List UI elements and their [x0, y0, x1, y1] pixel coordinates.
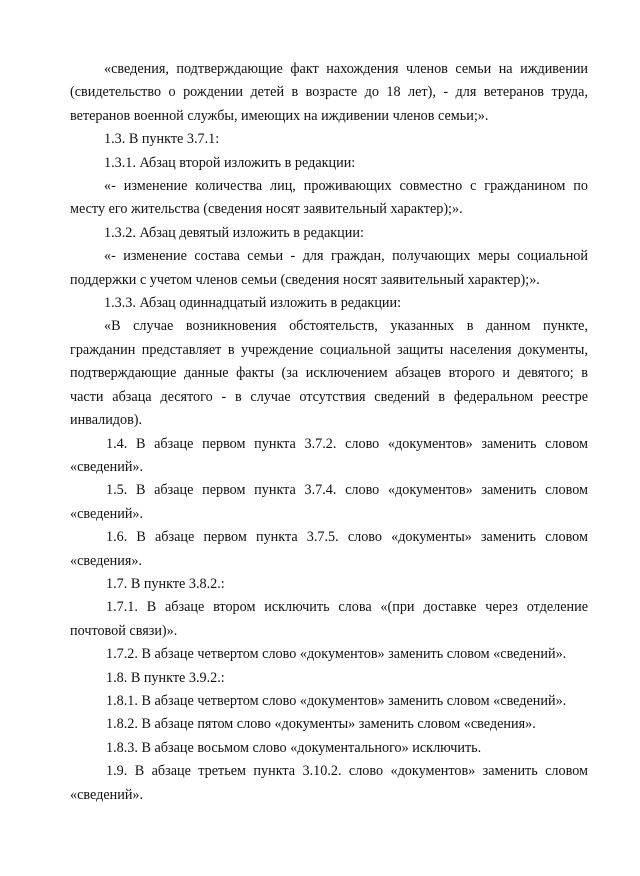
paragraph-1-6: 1.6. В абзаце первом пункта 3.7.5. слово «документы» заменить словом «сведения». [70, 529, 588, 569]
paragraph-1-4: 1.4. В абзаце первом пункта 3.7.2. слово «документов» заменить словом «сведений». [70, 435, 588, 475]
paragraph-1-8: 1.8. В пункте 3.9.2.: [106, 669, 225, 686]
paragraph-quote-household: «- изменение количества лиц, проживающих совместно с гражданином по месту его жительства (сведения носят заявительный характер);». [70, 178, 588, 218]
paragraph-1-7-2: 1.7.2. В абзаце четвертом слово «документов» заменить словом «сведений». [106, 646, 567, 663]
paragraph-1-9: 1.9. В абзаце третьем пункта 3.10.2. слово «документов» заменить словом «сведений». [70, 763, 588, 803]
paragraph-1-7-1: 1.7.1. В абзаце втором исключить слова «(при доставке через отделение почтовой связи)». [70, 599, 588, 639]
paragraph-quote-family: «- изменение состава семьи - для граждан, получающих меры социальной поддержки с учетом членов семьи (сведения носят заявительный характер);». [70, 248, 588, 288]
paragraph-1-3-2: 1.3.2. Абзац девятый изложить в редакции: [104, 224, 364, 241]
paragraph-1-8-2: 1.8.2. В абзаце пятом слово «документы» заменить словом «сведения». [106, 716, 536, 733]
paragraph-quote-circumstances: «В случае возникновения обстоятельств, указанных в данном пункте, гражданин представляет в учреждение социальной защиты населения документы, подтверждающие данные факты (за исключением абзацев второго и девятого; в части абзаца десятого - в случае отсутствия сведений в федеральном реестре инвалидов). [70, 318, 588, 429]
paragraph-1-7: 1.7. В пункте 3.8.2.: [106, 575, 225, 592]
paragraph-1-3-3: 1.3.3. Абзац одиннадцатый изложить в редакции: [104, 295, 402, 312]
paragraph-1-5: 1.5. В абзаце первом пункта 3.7.4. слово «документов» заменить словом «сведений». [70, 482, 588, 522]
paragraph-1-8-1: 1.8.1. В абзаце четвертом слово «документов» заменить словом «сведений». [106, 692, 567, 709]
paragraph-1-3: 1.3. В пункте 3.7.1: [104, 131, 220, 148]
paragraph-1-8-3: 1.8.3. В абзаце восьмом слово «документального» исключить. [106, 739, 482, 756]
document-body [70, 58, 588, 807]
paragraph-quote-dependents: «сведения, подтверждающие факт нахождения членов семьи на иждивении (свидетельство о рождении детей в возрасте до 18 лет), - для ветеранов труда, ветеранов военной службы, имеющих на иждивении членов семьи;». [70, 61, 588, 124]
paragraph-1-3-1: 1.3.1. Абзац второй изложить в редакции: [104, 154, 356, 171]
